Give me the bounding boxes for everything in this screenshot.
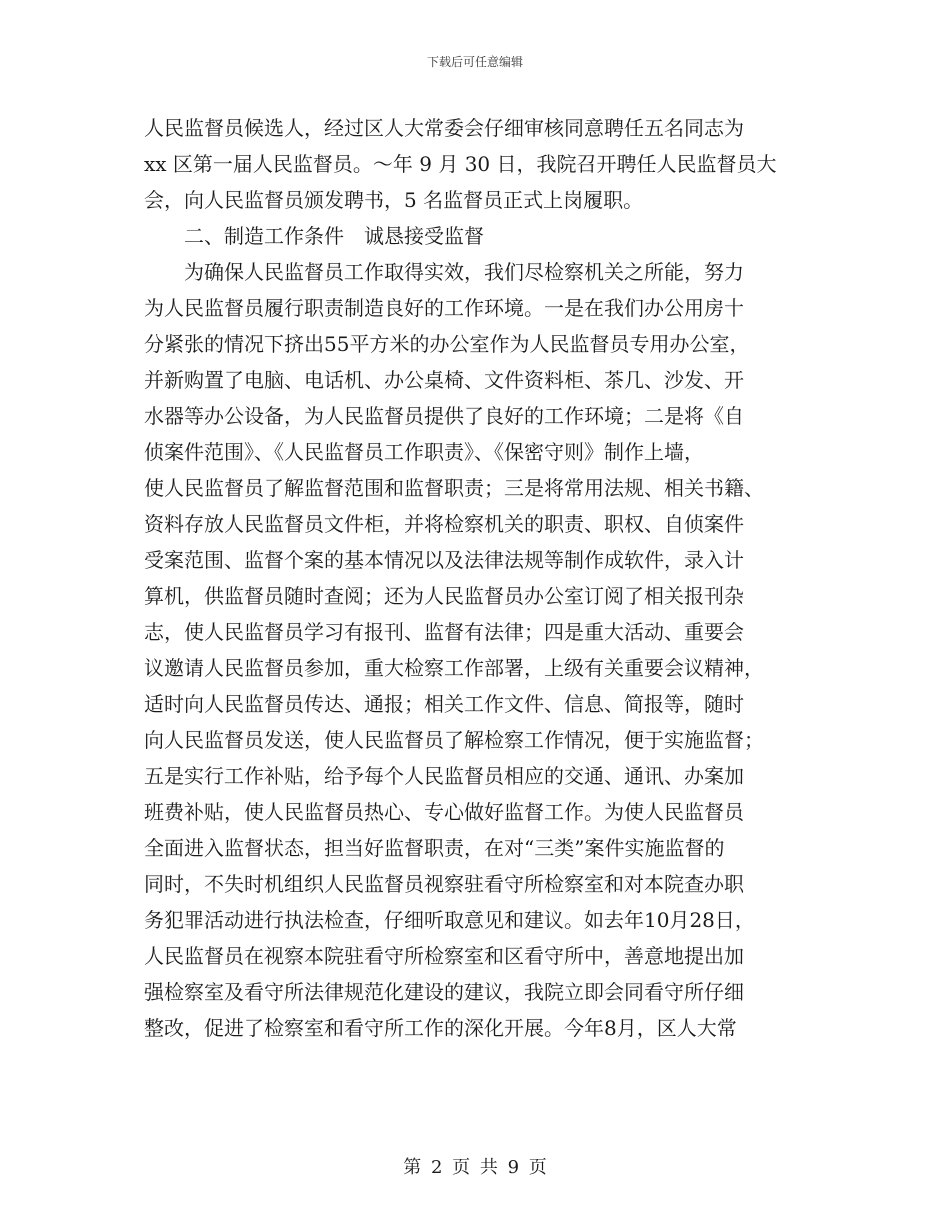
text-line: 会，向人民监督员颁发聘书，5 名监督员正式上岗履职。 (144, 188, 644, 212)
text-line: 五是实行工作补贴，给予每个人民监督员相应的交通、通讯、办案加 (144, 764, 744, 788)
text-line: 使人民监督员了解监督范围和监督职责；三是将常用法规、相关书籍、 (144, 476, 764, 500)
text-line: 为确保人民监督员工作取得实效，我们尽检察机关之所能，努力 (184, 260, 744, 284)
text-line: 水器等办公设备，为人民监督员提供了良好的工作环境；二是将《自 (144, 404, 744, 428)
text-line: 侦案件范围》、《人民监督员工作职责》、《保密守则》制作上墙， (144, 440, 704, 464)
text-line: 人民监督员在视察本院驻看守所检察室和区看守所中，善意地提出加 (144, 944, 744, 968)
text-line: xx 区第一届人民监督员。～年 9 月 30 日，我院召开聘任人民监督员大 (144, 152, 777, 176)
text-line: 议邀请人民监督员参加，重大检察工作部署，上级有关重要会议精神， (144, 656, 764, 680)
text-line: 分紧张的情况下挤出55平方米的办公室作为人民监督员专用办公室， (144, 332, 750, 356)
document-body (144, 110, 809, 1046)
page-header-note: 下载后可任意编辑 (426, 55, 523, 69)
text-line: 向人民监督员发送，使人民监督员了解检察工作情况，便于实施监督； (144, 728, 764, 752)
text-line: 为人民监督员履行职责制造良好的工作环境。一是在我们办公用房十 (144, 296, 744, 320)
text-line: 并新购置了电脑、电话机、办公桌椅、文件资料柜、茶几、沙发、开 (144, 368, 744, 392)
text-line: 资料存放人民监督员文件柜，并将检察机关的职责、职权、自侦案件 (144, 512, 744, 536)
text-line: 志，使人民监督员学习有报刊、监督有法律；四是重大活动、重要会 (144, 620, 744, 644)
text-line: 同时，不失时机组织人民监督员视察驻看守所检察室和对本院查办职 (144, 872, 744, 896)
text-line: 班费补贴，使人民监督员热心、专心做好监督工作。为使人民监督员 (144, 800, 744, 824)
text-line: 受案范围、监督个案的基本情况以及法律法规等制作成软件，录入计 (144, 548, 744, 572)
text-line: 全面进入监督状态，担当好监督职责，在对“三类”案件实施监督的 (144, 836, 725, 860)
text-line: 务犯罪活动进行执法检查，仔细听取意见和建议。如去年10月28日， (144, 908, 755, 932)
page-number-footer: 第 2 页 共 9 页 (403, 1157, 547, 1178)
text-line: 算机，供监督员随时查阅；还为人民监督员办公室订阅了相关报刊杂 (144, 584, 744, 608)
text-line: 整改，促进了检察室和看守所工作的深化开展。今年8月，区人大常 (144, 1016, 737, 1040)
text-line: 强检察室及看守所法律规范化建设的建议，我院立即会同看守所仔细 (144, 980, 744, 1004)
text-line: 适时向人民监督员传达、通报；相关工作文件、信息、简报等，随时 (144, 692, 744, 716)
text-line: 二、制造工作条件 诚恳接受监督 (184, 224, 484, 248)
text-line: 人民监督员候选人，经过区人大常委会仔细审核同意聘任五名同志为 (144, 116, 744, 140)
